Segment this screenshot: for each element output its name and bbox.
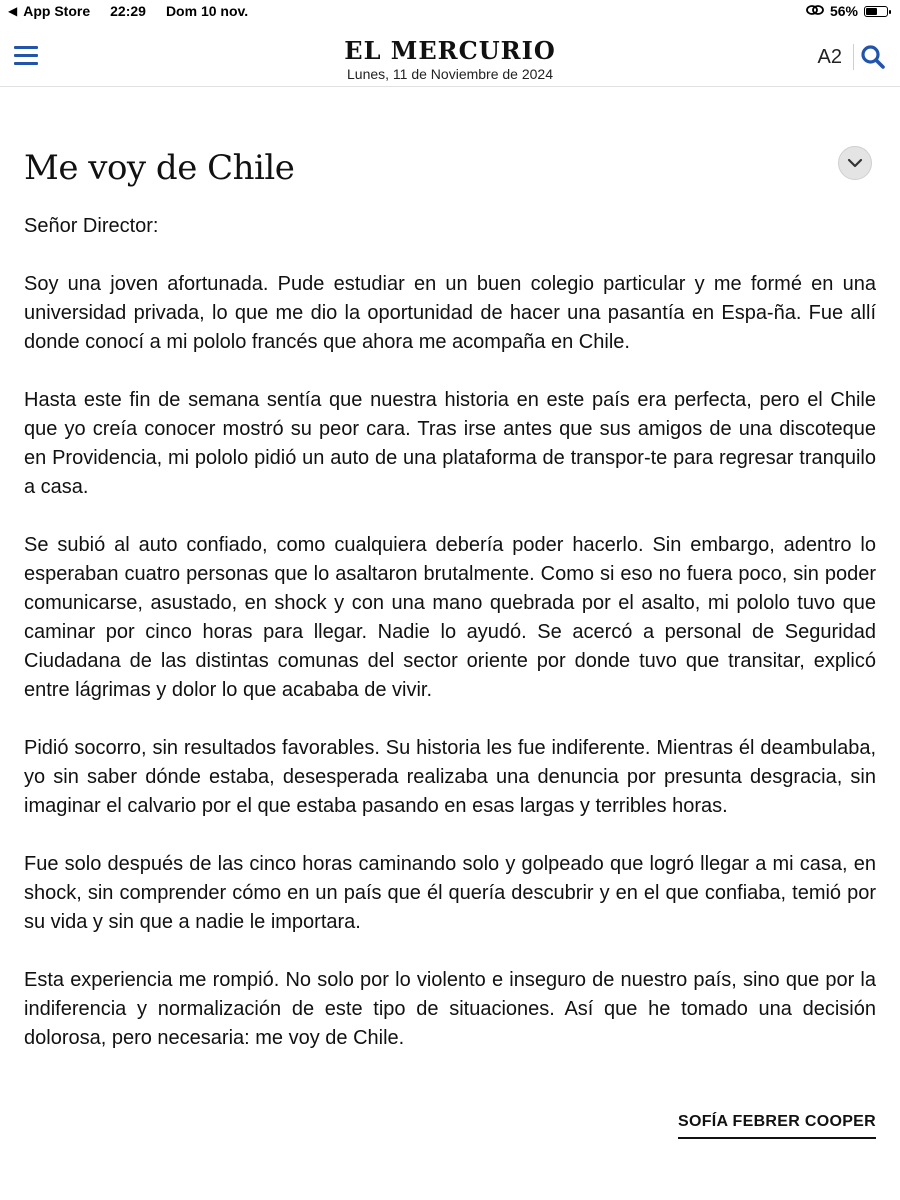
article: [24, 140, 876, 1053]
article-paragraph: Esta experiencia me rompió. No solo por lo violento e inseguro de nuestro país, sino que por la indiferencia y normalización de este tipo de situaciones. Así que he tomado una decisión dolorosa, pero necesaria: me voy de Chile.: [24, 969, 876, 1049]
article-title: Me voy de Chile: [24, 148, 295, 188]
header-divider: [853, 44, 854, 70]
app-header: [0, 26, 900, 87]
status-bar: [0, 0, 900, 26]
article-paragraph: Pidió socorro, sin resultados favorables. Su historia les fue indiferente. Mientras él deambulaba, yo sin saber dónde estaba, desesperada realizaba una denuncia por presunta desgracia, sin imaginar el calvario por el que estaba pasando en esas largas y terribles horas.: [24, 737, 876, 817]
brand-block: [0, 36, 900, 82]
status-time: 22:29: [110, 3, 146, 19]
battery-percent: 56%: [829, 3, 858, 19]
edition-date: Lunes, 11 de Noviembre de 2024: [347, 66, 553, 82]
article-paragraph: Fue solo después de las cinco horas caminando solo y golpeado que logró llegar a mi casa, en shock, sin comprender cómo en un país que él quería descubrir y en el que confiaba, temió por su vida y sin que a nadie le importara.: [24, 853, 876, 933]
brand-logo: EL MERCURIO: [344, 36, 556, 65]
status-left: [8, 3, 248, 19]
back-arrow-icon[interactable]: ◀: [8, 4, 18, 18]
battery-fill: [866, 8, 877, 15]
article-paragraph: Se subió al auto confiado, como cualquiera debería poder hacerlo. Sin embargo, adentro lo esperaban cuatro personas que lo asaltaron brutalmente. Como si eso no fuera poco, sin poder comunicarse, asustado, en shock y con una mano quebrada por el asalto, mi pololo tuvo que caminar por cinco horas para llegar. Nadie lo ayudó. Se acercó a personal de Seguridad Ciudadana de las distintas comunas del sector oriente por donde tuvo que transitar, explicó entre lágrimas y dolor lo que acababa de vivir.: [24, 534, 876, 701]
author-signature: SOFÍA FEBRER COOPER: [678, 1113, 876, 1139]
status-right: [806, 3, 888, 19]
salutation: Señor Director:: [24, 215, 159, 237]
article-paragraph: Soy una joven afortunada. Pude estudiar en un buen colegio particular y me formé en una universidad privada, lo que me dio la oportunidad de hacer una pasantía en Espa-ña. Fue allí donde conocí a mi pololo francés que ahora me acompaña en Chile.: [24, 273, 876, 353]
chevron-down-icon[interactable]: [838, 146, 872, 180]
status-date: Dom 10 nov.: [165, 3, 249, 19]
battery-icon: [864, 6, 888, 17]
search-icon[interactable]: [860, 44, 886, 70]
article-paragraph: Hasta este fin de semana sentía que nuestra historia en este país era perfecta, pero el Chile que yo creía conocer mostró su peor cara. Tras irse antes que sus amigos de una discoteque en Providencia, mi pololo pidió un auto de una plataforma de transpor-te para regresar tranquilo a casa.: [24, 389, 876, 498]
page-indicator[interactable]: A2: [817, 46, 842, 68]
link-icon: [806, 3, 824, 19]
back-to-app-label[interactable]: App Store: [23, 3, 91, 19]
